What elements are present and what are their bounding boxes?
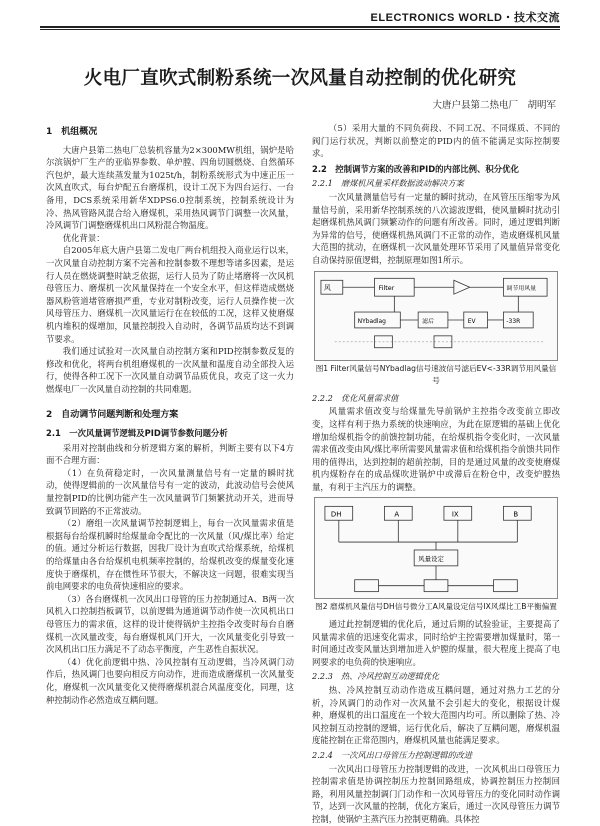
section-2-heading: 2 自动调节问题判断和处理方案	[46, 410, 179, 421]
fig2-label: IX	[451, 510, 459, 519]
fig2-block	[494, 580, 518, 592]
figure-1-logic-diagram	[314, 271, 558, 361]
paragraph: 我们通过试验对一次风量自动控制方案和PID控制参数反复的修改和优化，将两台机组磨煤机的一次风量和温度自动全部投入运行，使得各种工况下一次风量自动调节品质优良，攻克了这一火力燃煤电厂一次风量自动控制的共同难题。	[46, 346, 294, 394]
fig2-label: B	[513, 510, 519, 519]
paragraph: （3）各台磨煤机一次风出口母管的压力控制通过A、B两一次风机入口控制挡板调节，以前逻辑为通道调节动作使一次风机出口母管压力的需求值，这样的设计使得锅炉主控指令改变时每台自磨煤机一次风量改变，每台磨煤机风门开大，一次风量变化引导致一次风机出口压力满足不了动态平衡度，产生恶性自振状况。	[46, 593, 294, 655]
paragraph: 采用对控制曲线和分析逻辑方案的解析，判断主要有以下4方面不合理方面：	[46, 442, 294, 466]
fig1-label: 调节用风量	[506, 284, 537, 292]
right-column	[312, 122, 560, 826]
figure-2-svg	[315, 498, 557, 598]
journal-header	[0, 0, 600, 34]
article-authors: 大唐户县第二热电厂 胡明军	[432, 100, 556, 111]
paragraph: （1）在负荷稳定时，一次风量测量信号有一定量的瞬时扰动，使得逻辑前的一次风量信号有一定的波动，此波动信号会使风量控制PID的比例功能产生一次风量调节门频繁扰动开关，进而导致调节回路的不正常波动。	[46, 467, 294, 516]
header-rule	[40, 26, 560, 28]
paragraph: 一次风出口母管压力控制逻辑的改进，一次风机出口母管压力控制需求值是协调控制压力控制回路组成，协调控制压力控制回路，利用风量控制调门门动作和一次风母管压力的变化同时动作调节，达到一次风量的控制，优化方案后，通过一次风母管压力调节控制，使锅炉主蒸汽压力控制更精确。具体控	[312, 763, 560, 824]
fig2-block	[424, 580, 448, 592]
fig2-label: DH	[330, 510, 342, 519]
fig1-label: NYbadlag	[357, 317, 386, 325]
fig1-label: 滤后	[422, 317, 435, 325]
section-2-2-1-heading: 2.2.1 磨煤机风量采样数据波动解决方案	[312, 178, 464, 189]
paragraph: 大唐户县第二热电厂总装机容量为2×300MW机组，锅炉是哈尔滨锅炉厂生产的亚临界参数、单炉膛、四角切圆燃烧、自然循环汽包炉，最大连续蒸发量为1025t/h，制粉系统形式为中速正压一次风直吹式，每台炉配五台磨煤机，设计工况下为四台运行、一台备用，DCS系统采用新华XDPS6.0控制系统，控制系统设计为冷、热风管路风混合给入磨煤机，采用热风调节门调整一次风量，冷风调节门调整磨煤机出口风粉混合物温度。	[46, 144, 294, 231]
section-2-1-heading: 2.1 一次风量调节逻辑及PID调节参数问题分析	[46, 428, 228, 439]
paragraph: （2）磨组一次风量调节控制逻辑上，每台一次风量需求值是根据每台给煤机瞬时给煤量命令配比的一次风量（风/煤比率）给定的值。通过分析运行数据，因我厂设计为直吹式给煤系统，给煤机的给煤量由各台给煤机电机频率控制的，给煤机改变的煤量变化速度快于磨煤机，存在惯性环节很大，不解决这一问题，很难实现当前电网要求的电负荷快速相应的要求。	[46, 518, 294, 592]
paragraph: 自2005年底大唐户县第二发电厂两台机组投入商业运行以来，一次风量自动控制方案不完善和控制参数不理想等诸多因素，是运行人员在燃烧调整时缺乏依据，运行人员为了防止堵磨将一次风机母管压力、磨煤机一次风量保持在一个安全水平，但这样造成燃烧器风粉管道堵管磨损严重，专业对制粉改变，运行人员操作使一次风母管压力、磨煤机一次风量运行在在较低的工况，这样又使磨煤机内堆积的煤增加，风量控制投入自动时，各调节品质均达不到调节要求。	[46, 245, 294, 344]
paragraph: 优化背景：	[62, 232, 105, 243]
journal-name: ELECTRONICS WORLD・技术交流	[370, 12, 560, 24]
paragraph: 通过此控制逻辑的优化后，通过后期的试验验证，主要提高了风量需求值的迅速变化需求，同时给炉主控需要增加煤量时，第一时间通过改变风量达到增加进入炉膛的煤量，很大程度上提高了电网要求的电负荷的快速响应。	[312, 619, 560, 667]
fig2-label: A	[394, 510, 400, 519]
fig2-label: 风量设定	[418, 555, 444, 564]
figure-1-svg	[315, 272, 557, 360]
paragraph: 热、冷风控制互动动作造成互耦问题，通过对热力工艺的分析，冷风调门的动作对一次风量不会引起大的变化，根据设计煤种，磨煤机的出口温度在一个较大范围内均可。所以删除了热、冷风控制互动控制的逻辑，运行优化后，解决了互耦问题，磨煤机温度能控制在正常范围内，磨煤机风量也能满足要求。	[312, 685, 560, 746]
fig1-label: EV	[467, 317, 476, 325]
header-rule-thin	[40, 29, 560, 30]
paragraph: （4）优化前逻辑中热、冷风控制有互动逻辑，当冷风调门动作后，热风调门也要向相反方向动作，进而造成磨煤机一次风量变化，磨煤机一次风量变化又使得磨煤机混合风温度变化，同理，这种控制动作必然造成互耦问题。	[46, 656, 294, 705]
figure-2-logic-diagram	[314, 497, 558, 599]
section-2-2-heading: 2.2 控制调节方案的改善和PID的内部比例、积分优化	[312, 163, 519, 174]
fig1-label: Filter	[378, 283, 395, 292]
paragraph: （5）采用大量的不同负荷段、不同工况、不同煤质、不同的阀门运行状况，判断以前整定的PID内的值不能满足实际控制要求。	[312, 123, 560, 159]
fig1-label: -33R	[506, 317, 521, 325]
figure-2-caption: 图2 磨煤机风量信号DH信号微分工A风量设定信号IX风煤比工B平衡偏置	[315, 602, 557, 612]
section-2-2-4-heading: 2.2.4 一次风出口母管压力控制逻辑的改进	[312, 750, 473, 760]
section-1-heading: 1 机组概况	[46, 127, 98, 137]
fig2-block	[355, 580, 379, 592]
section-2-2-2-heading: 2.2.2 优化风量需求值	[312, 392, 399, 403]
article-title: 火电厂直吹式制粉系统一次风量自动控制的优化研究	[83, 68, 517, 89]
fig1-block	[454, 280, 470, 294]
left-column	[46, 122, 294, 706]
figure-1-caption: 图1 Filter风量信号NYbadlag信号速波信号滤后EV<-33R调节用风量信号	[315, 363, 557, 386]
section-2-2-3-heading: 2.2.3 热、冷风控制互动逻辑优化	[312, 671, 440, 682]
paragraph: 一次风量测量信号有一定量的瞬时扰动，在风管压压缩零为风量信号前，采用新华控制系统的八次滤波逻辑，使风量瞬时扰动引起磨煤机热风调门频繁动作的问题有所改善。同时，通过逻辑判断为异常的信号，使磨煤机热风调门不正常的动作，造成磨煤机风量大范围的扰动，在磨煤机一次风量处理环节采用了风量值异常变化自动保持原值逻辑，控制原理如图1所示。	[312, 191, 560, 265]
paragraph: 风量需求值改变与给煤量先导前锅炉主控指令改变前立即改变，这样有利于热力系统的快速响应，为此在原逻辑的基础上优化增加给煤机指令的前馈控制功能，在给煤机指令变化时，一次风量需求值改变由风/煤比率所需要风量需求值和给煤机指令前馈共同作用的值得出，达到控制的超前控制，目的是通过风量的改变使磨煤机内煤粉存在的成品煤吹进锅炉中或滞后在粉仓中，改变炉膛热量，有利于主汽压力的调整。	[312, 406, 560, 492]
fig1-label: 风	[323, 283, 331, 292]
